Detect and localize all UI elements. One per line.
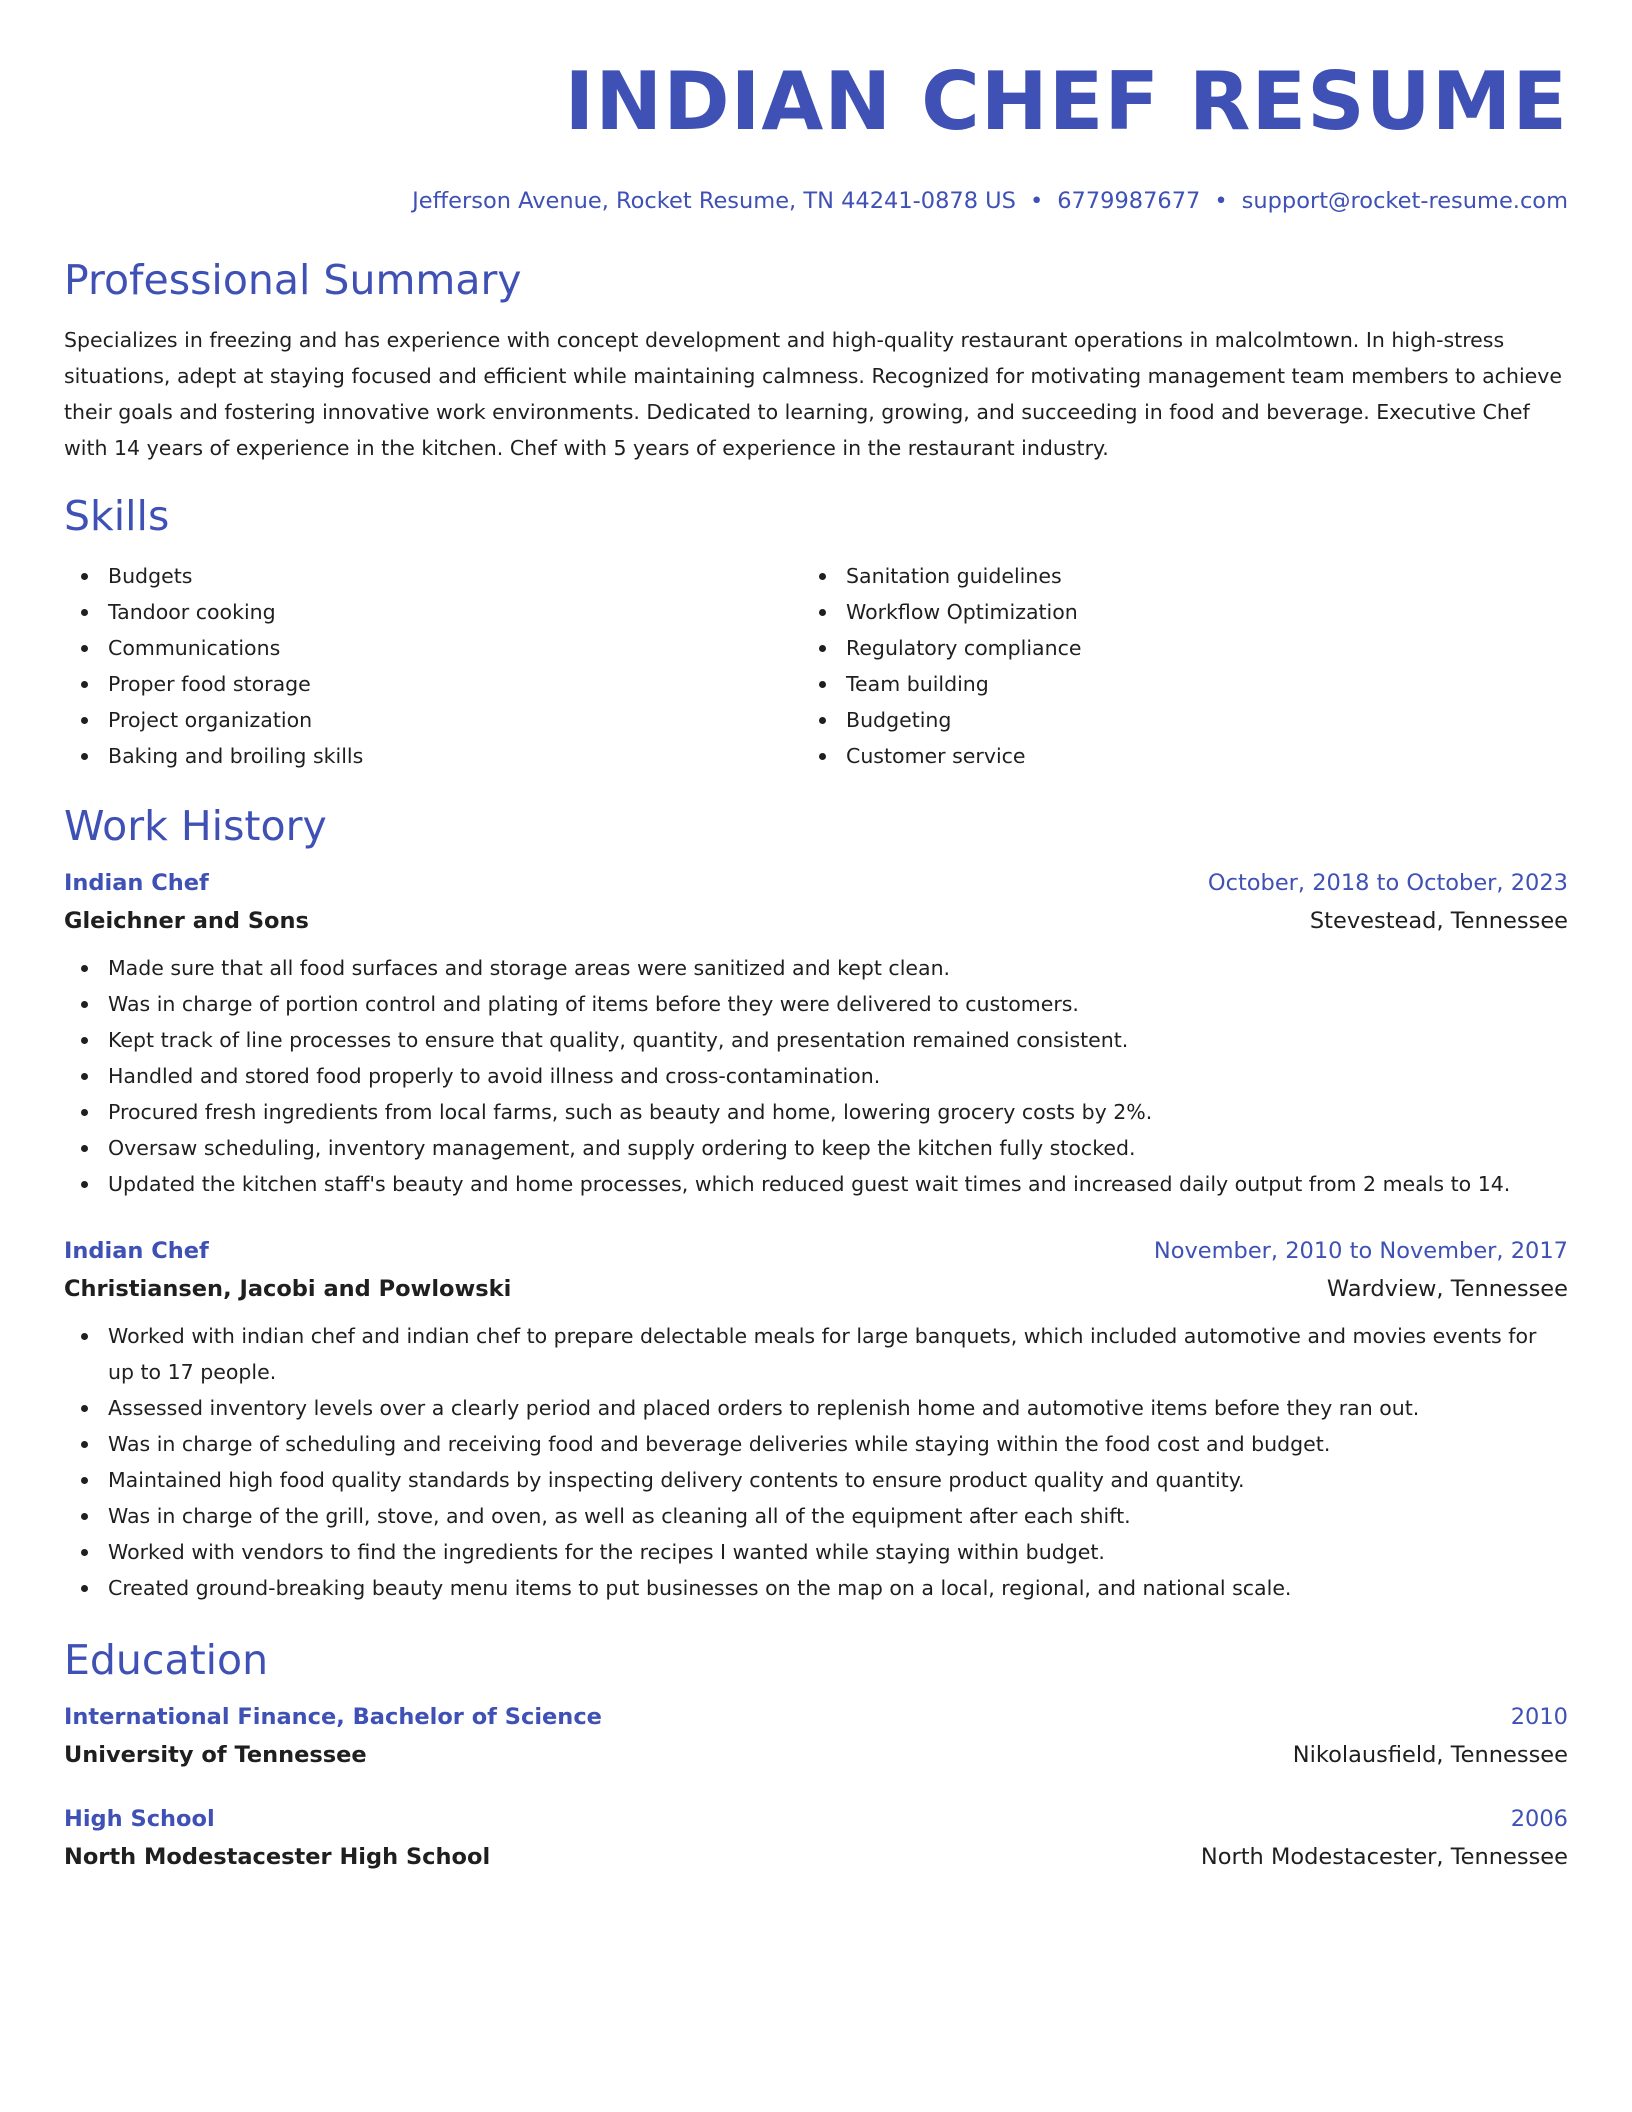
skill-item: Workflow Optimization: [846, 594, 1540, 630]
contact-email: support@rocket-resume.com: [1241, 188, 1568, 214]
job-bullet: Maintained high food quality standards by inspecting delivery contents to ensure product quality and quantity.: [108, 1462, 1568, 1498]
education-school-row: [64, 1842, 1568, 1872]
education-degree: High School: [64, 1806, 215, 1832]
work-history-heading: Work History: [64, 802, 327, 850]
summary-section: [64, 256, 1568, 466]
job-entry: [64, 1236, 1568, 1606]
skill-item: Baking and broiling skills: [108, 738, 802, 774]
skills-grid: [64, 558, 1568, 774]
skills-column-left: [64, 558, 802, 774]
job-location: Stevestead, Tennessee: [1309, 908, 1568, 934]
education-school: North Modestacester High School: [64, 1844, 491, 1870]
job-bullet: Made sure that all food surfaces and storage areas were sanitized and kept clean.: [108, 950, 1568, 986]
job-company: Christiansen, Jacobi and Powlowski: [64, 1276, 512, 1302]
education-school: University of Tennessee: [64, 1742, 367, 1768]
contact-line: [64, 186, 1568, 216]
job-company-row: [64, 906, 1568, 936]
education-degree-row: [64, 1804, 1568, 1834]
resume-name: INDIAN CHEF RESUME: [564, 55, 1568, 148]
education-entry: [64, 1804, 1568, 1872]
job-company-row: [64, 1274, 1568, 1304]
job-location: Wardview, Tennessee: [1326, 1276, 1568, 1302]
job-bullet: Updated the kitchen staff's beauty and home processes, which reduced guest wait times and increased daily output from 2 meals to 14.: [108, 1166, 1568, 1202]
education-school-row: [64, 1740, 1568, 1770]
job-entry: [64, 868, 1568, 1202]
job-company: Gleichner and Sons: [64, 908, 309, 934]
skill-item: Regulatory compliance: [846, 630, 1540, 666]
skills-heading: Skills: [64, 492, 170, 540]
skill-item: Customer service: [846, 738, 1540, 774]
skill-item: Budgets: [108, 558, 802, 594]
job-dates: November, 2010 to November, 2017: [1153, 1238, 1568, 1264]
summary-heading: Professional Summary: [64, 256, 522, 304]
skill-item: Communications: [108, 630, 802, 666]
education-location: North Modestacester, Tennessee: [1200, 1844, 1568, 1870]
summary-text: Specializes in freezing and has experience with concept development and high-quality restaurant operations in malcolmtown. In high-stress situations, adept at staying focused and efficient while maintaining calmness. Recognized for motivating management team members to achieve their goals and fostering innovative work environments. Dedicated to learning, growing, and succeeding in food and beverage. Executive Chef with 14 years of experience in the kitchen. Chef with 5 years of experience in the restaurant industry.: [64, 328, 1563, 460]
job-bullet: Handled and stored food properly to avoid illness and cross-contamination.: [108, 1058, 1568, 1094]
job-bullet: Created ground-breaking beauty menu items to put businesses on the map on a local, regional, and national scale.: [108, 1570, 1568, 1606]
education-section: [64, 1636, 1568, 1872]
job-bullet: Kept track of line processes to ensure that quality, quantity, and presentation remained consistent.: [108, 1022, 1568, 1058]
skill-item: Budgeting: [846, 702, 1540, 738]
work-history-section: [64, 802, 1568, 1606]
education-heading: Education: [64, 1636, 269, 1684]
education-degree: International Finance, Bachelor of Science: [64, 1704, 602, 1730]
education-year: 2006: [1510, 1806, 1568, 1832]
job-bullets: [64, 1318, 1568, 1606]
skills-column-right: [802, 558, 1540, 774]
education-location: Nikolausfield, Tennessee: [1292, 1742, 1568, 1768]
job-bullet: Worked with vendors to find the ingredients for the recipes I wanted while staying within budget.: [108, 1534, 1568, 1570]
education-degree-row: [64, 1702, 1568, 1732]
job-bullet: Assessed inventory levels over a clearly period and placed orders to replenish home and automotive items before they ran out.: [108, 1390, 1568, 1426]
job-dates: October, 2018 to October, 2023: [1207, 870, 1568, 896]
job-bullet: Procured fresh ingredients from local farms, such as beauty and home, lowering grocery costs by 2%.: [108, 1094, 1568, 1130]
job-bullet: Was in charge of portion control and plating of items before they were delivered to customers.: [108, 986, 1568, 1022]
skill-item: Tandoor cooking: [108, 594, 802, 630]
skill-item: Proper food storage: [108, 666, 802, 702]
job-bullets: [64, 950, 1568, 1202]
contact-address: Jefferson Avenue, Rocket Resume, TN 44241-0878 US: [412, 188, 1016, 214]
education-entry: [64, 1702, 1568, 1770]
job-bullet: Was in charge of the grill, stove, and oven, as well as cleaning all of the equipment after each shift.: [108, 1498, 1568, 1534]
education-year: 2010: [1510, 1704, 1568, 1730]
contact-phone: 6779987677: [1057, 188, 1201, 214]
job-role: Indian Chef: [64, 1238, 209, 1264]
job-bullet: Worked with indian chef and indian chef to prepare delectable meals for large banquets, which included automotive and movies events for up to 17 people.: [108, 1318, 1568, 1390]
skill-item: Sanitation guidelines: [846, 558, 1540, 594]
job-role: Indian Chef: [64, 870, 209, 896]
contact-separator: •: [1214, 188, 1228, 214]
job-bullet: Was in charge of scheduling and receiving food and beverage deliveries while staying within the food cost and budget.: [108, 1426, 1568, 1462]
job-title-row: [64, 868, 1568, 898]
contact-separator: •: [1029, 188, 1044, 214]
job-title-row: [64, 1236, 1568, 1266]
skill-item: Team building: [846, 666, 1540, 702]
job-bullet: Oversaw scheduling, inventory management, and supply ordering to keep the kitchen fully stocked.: [108, 1130, 1568, 1166]
skill-item: Project organization: [108, 702, 802, 738]
resume-header: [64, 50, 1568, 216]
skills-section: [64, 492, 1568, 774]
